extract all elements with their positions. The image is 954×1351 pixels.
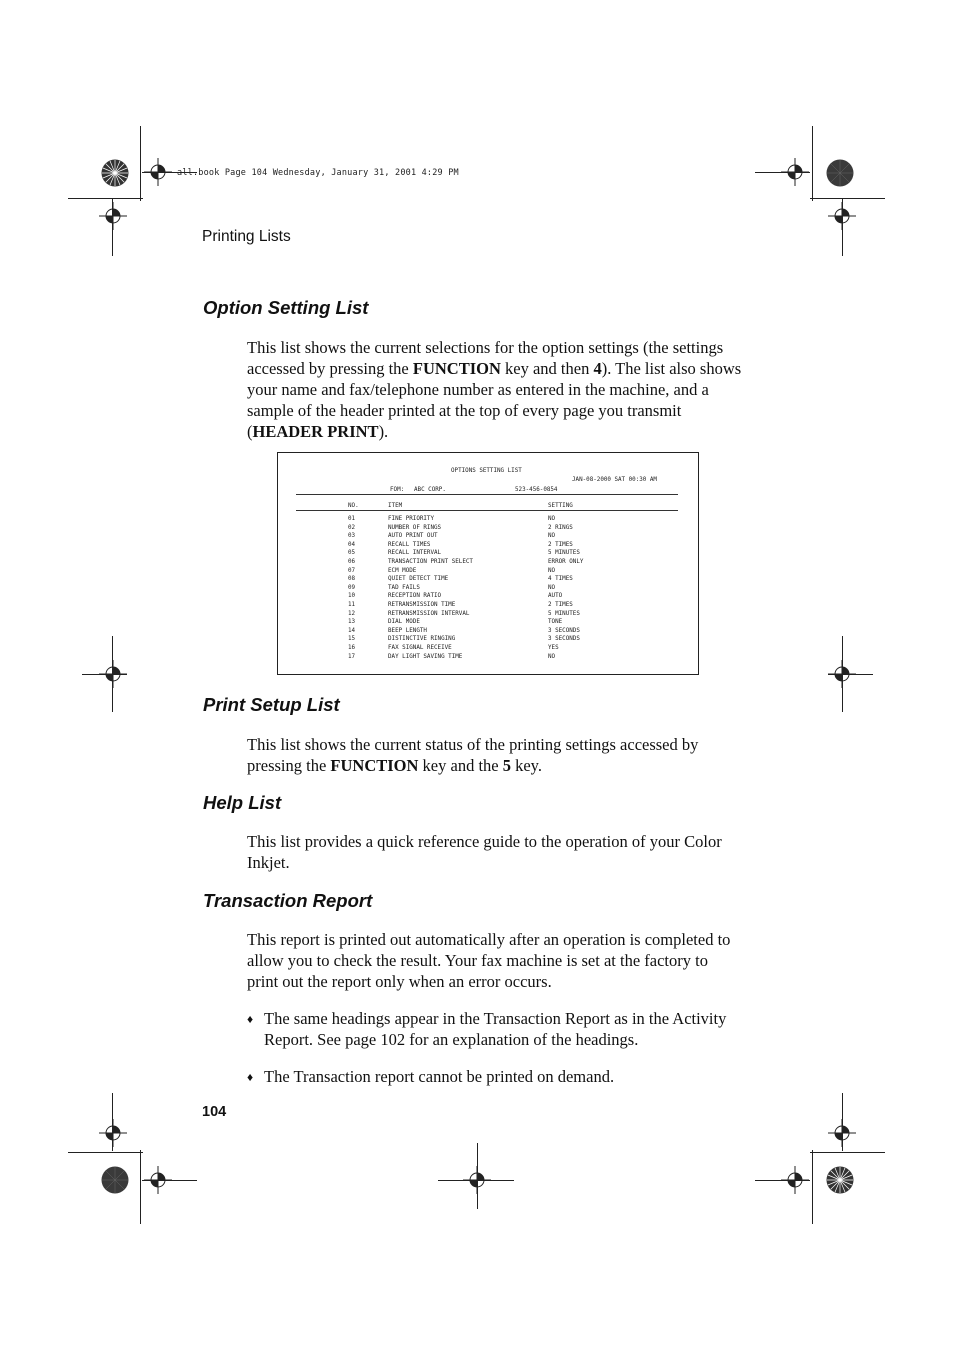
printout-cell-item: AUTO PRINT OUT [388,531,438,540]
printout-rows [278,514,698,664]
printout-cell-no: 09 [348,582,356,591]
printout-cell-no: 10 [348,591,356,600]
printout-cell-no: 06 [348,557,356,565]
diamond-bullet-icon: ♦ [247,1012,254,1026]
printout-row [278,652,698,661]
printout-row [278,617,698,626]
starburst-mark-icon [100,158,130,188]
printout-cell-item: NUMBER OF RINGS [388,522,442,531]
printout-row [278,626,698,635]
option-setting-paragraph: This list shows the current selections for the option settings (the settings accessed by pressing the FUNCTION key and then 4). The list also shows your name and fax/telephone number as entered in the machine, and a sample of the header printed at the top of every page you transmit (HEADER PRINT). [247,338,742,441]
printout-row [278,566,698,575]
starburst-mark-icon [825,158,855,188]
bullet-item: ♦ The same headings appear in the Transaction Report as in the Activity Report. See page 102 for an explanation of the headings. [247,1009,727,1049]
printout-cell-item: FAX SIGNAL RECEIVE [388,643,452,651]
printout-cell-item: TRANSACTION PRINT SELECT [388,557,473,565]
printout-col-setting: SETTING [548,501,573,509]
printout-cell-setting: YES [548,643,559,651]
printout-cell-no: 12 [348,608,356,617]
printout-cell-setting: TONE [548,617,563,626]
printout-cell-setting: NO [548,514,556,522]
bullet-item: ♦ The Transaction report cannot be printed on demand. [247,1067,615,1086]
printout-cell-no: 08 [348,574,356,583]
printout-cell-item: BEEP LENGTH [388,625,427,634]
printout-row [278,574,698,583]
printout-cell-setting: 2 TIMES [548,539,573,548]
printout-rule [296,494,678,495]
options-setting-list-printout [277,452,699,675]
printout-cell-setting: 3 SECONDS [548,634,580,643]
printout-cell-item: DISTINCTIVE RINGING [388,634,456,643]
printout-row [278,609,698,618]
printout-cell-no: 02 [348,522,356,531]
printout-cell-no: 03 [348,531,356,540]
printout-row [278,600,698,609]
printout-cell-setting: 2 RINGS [548,522,573,531]
printout-datetime: JAN-08-2000 SAT 00:30 AM [572,475,657,483]
printout-cell-item: TAD FAILS [388,582,420,591]
page-number: 104 [202,1104,227,1120]
printout-from-label: FOM: [390,485,405,493]
printout-col-item: ITEM [388,501,403,509]
printout-cell-setting: NO [548,651,556,660]
printout-cell-no: 16 [348,643,356,651]
printout-row [278,540,698,549]
printout-cell-no: 04 [348,539,356,548]
printout-row [278,634,698,643]
printout-cell-setting: NO [548,565,556,574]
printout-cell-setting: NO [548,582,556,591]
heading-option-setting-list: Option Setting List [203,297,369,318]
printout-cell-setting: 5 MINUTES [548,548,580,557]
running-head: Printing Lists [202,228,291,245]
printout-rule [296,510,678,511]
starburst-mark-icon [100,1165,130,1195]
printout-cell-item: QUIET DETECT TIME [388,574,449,583]
printout-row [278,548,698,557]
printout-cell-no: 01 [348,514,356,522]
printout-cell-no: 15 [348,634,356,643]
printout-cell-no: 17 [348,651,356,660]
printout-cell-setting: 5 MINUTES [548,608,580,617]
crosshair-mark-icon [99,1119,127,1147]
printout-cell-no: 14 [348,625,356,634]
printout-cell-item: FINE PRIORITY [388,514,435,522]
printout-title: OPTIONS SETTING LIST [451,466,522,474]
print-slug-line: all.book Page 104 Wednesday, January 31, 2001 4:29 PM [177,168,459,178]
printout-cell-item: RECALL TIMES [388,539,431,548]
printout-cell-no: 13 [348,617,356,626]
printout-cell-setting: ERROR ONLY [548,557,584,565]
heading-print-setup-list: Print Setup List [203,694,340,715]
printout-cell-setting: AUTO [548,591,563,600]
printout-row [278,523,698,532]
printout-cell-item: ECM MODE [388,565,417,574]
printout-row [278,514,698,523]
printout-cell-no: 07 [348,565,356,574]
crosshair-mark-icon [99,202,127,230]
help-list-paragraph: This list provides a quick reference guide to the operation of your Color Inkjet. [247,832,722,872]
printout-cell-setting: NO [548,531,556,540]
printout-cell-item: DIAL MODE [388,617,420,626]
printout-cell-item: DAY LIGHT SAVING TIME [388,651,463,660]
printout-cell-setting: 4 TIMES [548,574,573,583]
printout-from-number: 523-456-0854 [515,485,558,493]
printout-cell-no: 11 [348,600,356,608]
printout-cell-item: RETRANSMISSION INTERVAL [388,608,470,617]
printout-from-name: ABC CORP. [414,485,446,493]
printout-row [278,591,698,600]
heading-help-list: Help List [203,792,282,813]
printout-row [278,531,698,540]
print-setup-paragraph: This list shows the current status of the printing settings accessed by pressing the FUNCTION key and the 5 key. [247,735,699,775]
printout-cell-item: RETRANSMISSION TIME [388,600,456,608]
diamond-bullet-icon: ♦ [247,1070,254,1084]
printout-cell-no: 05 [348,548,356,557]
printout-row [278,557,698,566]
printout-cell-item: RECALL INTERVAL [388,548,442,557]
printout-cell-setting: 2 TIMES [548,600,573,608]
printout-row [278,583,698,592]
transaction-report-paragraph: This report is printed out automatically after an operation is completed to allow you to check the result. Your fax machine is set at the factory to print out the report only when an error occurs. [247,930,731,991]
starburst-mark-icon [825,1165,855,1195]
printout-col-no: NO. [348,501,359,509]
printout-row [278,643,698,652]
printout-cell-item: RECEPTION RATIO [388,591,442,600]
printout-cell-setting: 3 SECONDS [548,625,580,634]
heading-transaction-report: Transaction Report [203,890,373,911]
